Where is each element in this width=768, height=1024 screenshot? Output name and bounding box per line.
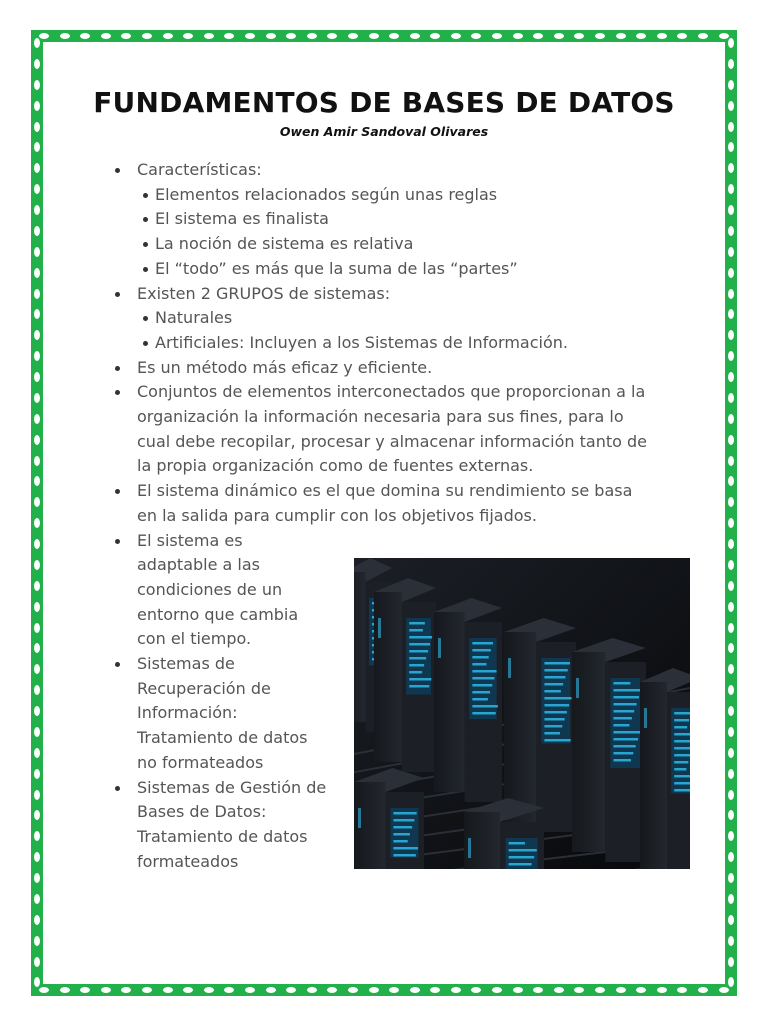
border-dot [224,987,234,993]
screen-text-line [472,712,495,715]
border-dot [533,33,543,39]
border-dot [204,987,214,993]
border-dot [34,268,40,278]
border-dot [245,33,255,39]
border-dot [728,351,734,361]
border-dot [34,539,40,549]
screen-text-line [409,636,432,639]
list-item: Es un método más eficaz y eficiente. [115,356,655,381]
border-dots-bottom [39,984,729,996]
border-dot [245,987,255,993]
border-dot [728,664,734,674]
screen-text-line [613,745,635,748]
sub-list-item: La noción de sistema es relativa [137,232,655,257]
border-dot [348,987,358,993]
screen-text-line [674,768,686,771]
border-dot [728,476,734,486]
screen-text-line [674,740,690,743]
list-item: El sistema es adaptable a las condiciones de un entorno que cambia con el tiempo. [115,529,327,653]
border-dot [34,957,40,967]
border-dot [34,38,40,48]
screen-text-line [674,733,690,736]
border-dot [34,163,40,173]
server-rack [572,638,646,862]
border-dot [80,987,90,993]
border-dot [369,33,379,39]
border-dot [554,33,564,39]
border-dot [728,790,734,800]
border-dot [34,226,40,236]
border-dot [657,33,667,39]
border-dot [728,309,734,319]
border-dot [677,33,687,39]
border-dot [34,790,40,800]
border-dot [728,873,734,883]
border-dot [34,247,40,257]
border-dot [142,33,152,39]
border-dot [286,987,296,993]
border-dot [34,643,40,653]
border-dot [34,476,40,486]
border-dot [533,987,543,993]
border-dot [163,987,173,993]
border-dot [34,393,40,403]
rack-status-light [576,678,579,698]
screen-text-line [674,726,687,729]
screen-text-line [472,642,493,645]
list-item: Sistemas de Recuperación de Información: Tratamiento de datos no formateados [115,652,327,776]
border-dot [224,33,234,39]
border-dot [101,987,111,993]
border-dot [492,33,502,39]
sub-list-item: Naturales [137,306,655,331]
screen-text-line [393,812,416,815]
border-dot [595,33,605,39]
rack-status-light [508,658,511,678]
border-dot [636,33,646,39]
screen-text-line [393,847,418,850]
border-dot [266,987,276,993]
border-dot [121,987,131,993]
border-dot [728,643,734,653]
border-dot [34,351,40,361]
border-dot [728,810,734,820]
border-dot [348,33,358,39]
screen-text-line [544,662,570,665]
screen-text-line [409,622,425,625]
border-dot [728,539,734,549]
list-item [115,282,655,356]
screen-text-line [544,732,560,735]
screen-text-line [544,739,570,742]
screen-text-line [509,856,535,859]
border-dots-left [31,38,43,988]
border-dot [728,122,734,132]
border-dot [728,393,734,403]
border-dot [728,894,734,904]
border-dot [34,101,40,111]
border-dot [451,987,461,993]
screen-text-line [544,704,569,707]
server-racks-photo-icon [354,558,690,869]
border-dot [34,873,40,883]
border-dot [728,727,734,737]
rack-status-light [378,618,381,638]
border-dot [471,33,481,39]
bullet-caracteristicas: Características: [137,160,262,179]
border-dot [728,330,734,340]
border-dot [471,987,481,993]
screen-text-line [472,684,492,687]
border-dot [34,289,40,299]
border-dots-top [39,30,729,42]
rack-status-light [468,838,471,858]
border-dot [728,581,734,591]
border-dot [728,59,734,69]
screen-text-line [674,789,690,792]
border-dot [80,33,90,39]
border-dot [728,38,734,48]
sub-bullet-list [137,183,655,282]
screen-text-line [613,689,641,692]
border-dot [574,987,584,993]
border-dot [554,987,564,993]
border-dot [60,987,70,993]
border-dot [728,163,734,173]
border-dot [492,987,502,993]
border-dot [698,33,708,39]
border-dot [34,560,40,570]
border-dot [34,685,40,695]
screen-text-line [409,664,424,667]
border-dot [34,80,40,90]
screen-text-line [409,657,426,660]
rack-status-light [358,808,361,828]
border-dot [34,623,40,633]
border-dot [34,706,40,716]
border-dot [142,987,152,993]
border-dot [728,852,734,862]
border-dot [616,33,626,39]
border-dot [163,33,173,39]
border-dot [34,372,40,382]
screen-text-line [409,629,423,632]
screen-text-line [409,685,429,688]
sub-list-item: Artificiales: Incluyen a los Sistemas de Información. [137,331,655,356]
border-dot [728,289,734,299]
border-dot [121,33,131,39]
border-dots-right [725,38,737,988]
screen-text-line [393,826,412,829]
screen-text-line [674,747,690,750]
rack-side [374,592,402,762]
border-dot [183,33,193,39]
list-item: Sistemas de Gestión de Bases de Datos: Tratamiento de datos formateados [115,776,327,875]
border-dot [34,915,40,925]
border-dot [34,414,40,424]
border-dot [430,33,440,39]
border-dot [34,769,40,779]
border-dot [286,33,296,39]
border-dot [728,247,734,257]
border-dot [595,987,605,993]
border-dot [728,915,734,925]
border-dot [657,987,667,993]
screen-text-line [472,677,494,680]
border-dot [728,414,734,424]
rack-status-light [644,708,647,728]
screen-text-line [613,717,631,720]
border-dot [728,518,734,528]
border-dot [101,33,111,39]
screen-text-line [393,854,415,857]
border-dot [513,987,523,993]
screen-text-line [472,649,490,652]
sub-list-item: El “todo” es más que la suma de las “partes” [137,257,655,282]
screen-text-line [544,711,566,714]
border-dot [327,987,337,993]
border-dot [728,560,734,570]
border-dot [34,852,40,862]
screen-text-line [409,678,431,681]
screen-text-line [472,691,490,694]
server-racks-image [354,558,690,869]
server-rack [374,578,436,772]
rack-side [354,572,366,722]
sub-list-item: El sistema es finalista [137,207,655,232]
border-dot [728,226,734,236]
border-dot [34,602,40,612]
border-dot [34,497,40,507]
screen-text-line [393,819,414,822]
border-dot [34,727,40,737]
border-dot [728,623,734,633]
list-item [115,158,655,282]
border-dot [410,33,420,39]
server-rack [640,668,690,869]
border-dot [728,497,734,507]
border-dot [389,33,399,39]
screen-text-line [674,754,690,757]
screen-text-line [472,670,496,673]
screen-text-line [409,650,428,653]
border-dot [728,957,734,967]
screen-text-line [544,725,562,728]
border-dot [513,33,523,39]
border-dot [728,268,734,278]
screen-text-line [613,724,629,727]
screen-text-line [393,833,410,836]
screen-text-line [613,752,633,755]
border-dot [34,309,40,319]
border-dot [34,518,40,528]
screen-text-line [613,682,630,685]
screen-text-line [544,676,565,679]
screen-text-line [409,671,422,674]
screen-text-line [509,849,537,852]
screen-text-line [509,842,525,845]
document-author: Owen Amir Sandoval Olivares [279,124,489,139]
border-dot [728,706,734,716]
screen-text-line [544,690,560,693]
border-dot [34,122,40,132]
document-title: FUNDAMENTOS DE BASES DE DATOS [93,86,675,119]
screen-text-line [472,663,486,666]
screen-text-line [613,703,636,706]
border-dot [60,33,70,39]
rack-screen [390,808,418,858]
border-dot [728,977,734,987]
screen-text-line [409,643,430,646]
server-rack [464,798,544,869]
border-dot [307,987,317,993]
border-dot [677,987,687,993]
border-dot [34,581,40,591]
border-dot [698,987,708,993]
border-dot [327,33,337,39]
border-dot [728,685,734,695]
screen-text-line [674,782,690,785]
screen-text-line [674,775,690,778]
sub-list-item: Elementos relacionados según unas reglas [137,183,655,208]
border-dot [307,33,317,39]
border-dot [34,59,40,69]
border-dot [574,33,584,39]
screen-text-line [544,683,563,686]
screen-text-line [613,710,634,713]
border-dot [636,987,646,993]
border-dot [728,769,734,779]
border-dot [728,602,734,612]
screen-text-line [509,863,532,866]
screen-text-line [472,656,488,659]
screen-text-line [674,761,688,764]
screen-text-line [544,669,567,672]
screen-text-line [613,731,640,734]
border-dot [183,987,193,993]
border-dot [34,977,40,987]
sub-bullet-list [137,306,655,355]
border-dot [34,748,40,758]
border-dot [34,435,40,445]
border-dot [451,33,461,39]
border-dot [34,894,40,904]
border-dot [728,101,734,111]
bullet-grupos: Existen 2 GRUPOS de sistemas: [137,283,391,303]
border-dot [430,987,440,993]
border-dot [728,936,734,946]
border-dot [34,330,40,340]
screen-text-line [544,697,571,700]
border-dot [369,987,379,993]
border-dot [34,936,40,946]
border-dot [34,831,40,841]
border-dot [34,142,40,152]
screen-text-line [472,698,488,701]
screen-text-line [613,759,630,762]
border-dot [728,205,734,215]
screen-text-line [393,840,407,843]
border-dot [728,435,734,445]
border-dot [728,456,734,466]
screen-text-line [674,712,690,715]
screen-text-line [613,696,638,699]
border-dot [728,748,734,758]
border-dot [34,810,40,820]
server-rack [434,598,502,802]
border-dot [616,987,626,993]
border-dot [34,664,40,674]
border-dot [34,205,40,215]
border-dot [728,184,734,194]
border-dot [410,987,420,993]
border-dot [389,987,399,993]
border-dot [728,142,734,152]
screen-text-line [613,738,638,741]
border-dot [728,372,734,382]
border-dot [266,33,276,39]
border-dot [34,456,40,466]
border-dot [728,80,734,90]
border-dot [34,184,40,194]
list-item: El sistema dinámico es el que domina su rendimiento se basa en la salida para cumplir con los objetivos fijados. [115,479,655,528]
rack-status-light [438,638,441,658]
list-item: Conjuntos de elementos interconectados que proporcionan a la organización la información necesaria para sus fines, para lo cual debe recopilar, procesar y almacenar información tanto de la propia organización como de fuentes externas. [115,380,655,479]
screen-text-line [674,719,689,722]
border-dot [728,831,734,841]
border-dot [204,33,214,39]
screen-text-line [544,718,564,721]
screen-text-line [472,705,498,708]
